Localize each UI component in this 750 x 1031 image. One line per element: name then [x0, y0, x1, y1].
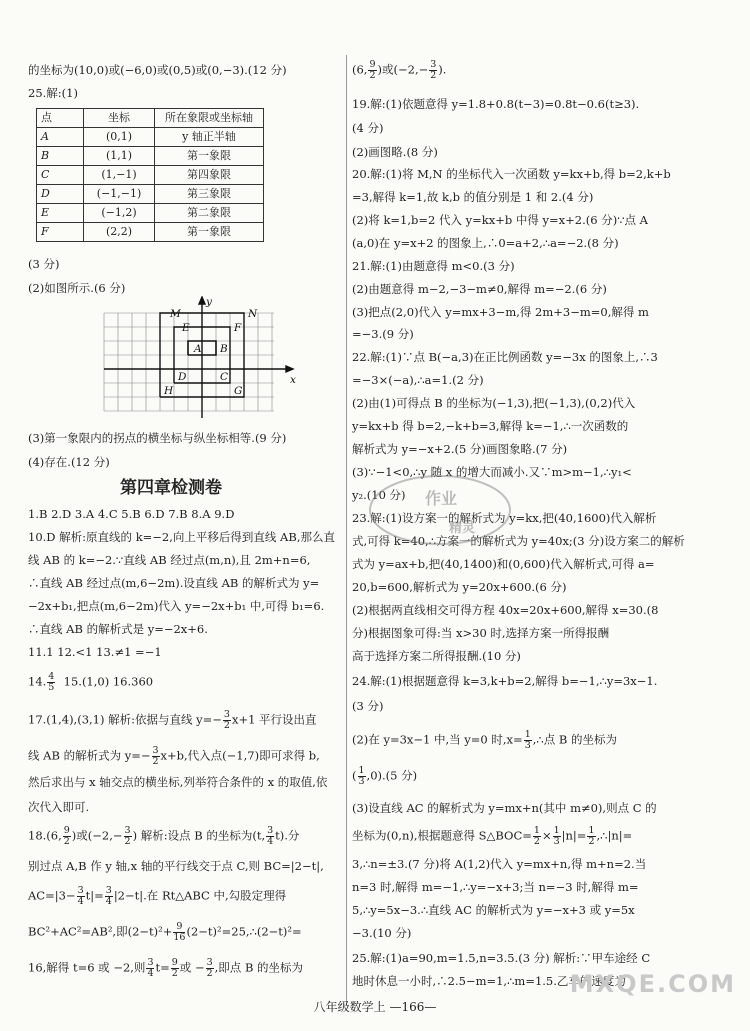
fraction: $\frac{9}{2}$ [369, 59, 376, 81]
text-line: ∴直线 AB 的解析式是 y=−2x+6. [28, 622, 208, 636]
table-cell: C [37, 166, 84, 185]
text-segment: 17.(1,4),(3,1) 解析:依据与直线 y=− [28, 712, 222, 727]
fraction: $\frac{9}{2}$ [171, 957, 178, 979]
text-segment: t|= [85, 888, 104, 903]
table-cell: (1,−1) [84, 166, 155, 185]
text-segment: ). [438, 62, 447, 77]
table-row [37, 185, 264, 204]
text-line [352, 826, 632, 847]
text-line: 3,∴n=±3.(7 分)将 A(1,2)代入 y=mx+n,得 m+n=2.当 [352, 857, 647, 871]
text-segment: )或(−2,− [377, 62, 429, 77]
coordinate-grid-figure [94, 296, 314, 421]
table-cell: F [37, 223, 84, 242]
text-line: ∴直线 AB 经过点(m,6−2m).设直线 AB 的解析式为 y= [28, 576, 320, 590]
fraction: $\frac{1}{3}$ [553, 825, 560, 847]
text-segment: ,∴点 B 的坐标为 [532, 732, 617, 747]
text-segment: ,即点 B 的坐标为 [214, 960, 304, 975]
text-segment: x+1 平行设出直 [231, 712, 317, 727]
text-line: (2)由(1)可得点 B 的坐标为(−1,3),把(−1,3),(0,2)代入 [352, 396, 636, 410]
text-line: (2)将 k=1,b=2 代入 y=kx+b 中得 y=x+2.(6 分)∵点 A [352, 213, 648, 227]
table-cell: 第三象限 [155, 185, 264, 204]
table-header: 坐标 [84, 109, 155, 128]
text-segment: ( [352, 768, 357, 783]
table-row [37, 204, 264, 223]
table-cell: y 轴正半轴 [155, 128, 264, 147]
text-segment: (2−t)²=25,∴(2−t)²= [186, 924, 302, 939]
table-row [37, 147, 264, 166]
text-segment: x+b,代入点(−1,7)即可求得 b, [160, 748, 320, 763]
text-line: 20.解:(1)将 M,N 的坐标代入一次函数 y=kx+b,得 b=2,k+b [352, 167, 671, 181]
text-line: (4)存在.(12 分) [28, 455, 110, 469]
text-line: 22.解:(1)∵点 B(−a,3)在正比例函数 y=−3x 的图象上,∴3 [352, 350, 658, 364]
text-line: 1.B 2.D 3.A 4.C 5.B 6.D 7.B 8.A 9.D [28, 507, 235, 521]
fraction: $\frac{1}{3}$ [358, 765, 365, 787]
table-cell: 第一象限 [155, 147, 264, 166]
text-line [352, 60, 446, 81]
fraction: $\frac{3}{2}$ [206, 957, 213, 979]
point-label: G [234, 385, 243, 397]
text-segment: BC²+AC²=AB²,即(2−t)²+ [28, 924, 173, 939]
text-segment: )或(−2,− [71, 828, 123, 843]
text-line: 次代入即可. [28, 800, 90, 814]
fraction: $\frac{3}{2}$ [124, 825, 131, 847]
text-line: 25.解:(1)a=90,m=1.5,n=3.5.(3 分) 解析:∵甲车途经 C [352, 951, 651, 965]
text-line: 地时休息一小时,∴2.5−m=1,∴m=1.5.乙车的速度为 [352, 974, 626, 988]
text-line [28, 746, 320, 767]
text-line: 19.解:(1)依题意得 y=1.8+0.8(t−3)=0.8t−0.6(t≥3). [352, 97, 640, 111]
text-line: =−3×(−a),∴a=1.(2 分) [352, 373, 484, 387]
text-line: 的坐标为(10,0)或(−6,0)或(0,5)或(0,−3).(12 分) [28, 63, 287, 77]
table-cell: 第四象限 [155, 166, 264, 185]
point-label: H [164, 385, 174, 397]
fraction: $\frac{3}{4}$ [77, 885, 84, 907]
text-line: (2)由题意得 m−2,−3−m≠0,解得 m=−2.(6 分) [352, 282, 607, 296]
text-line: 解析式为 y=−x+2.(5 分)画图象略.(7 分) [352, 442, 568, 456]
table-cell: 第二象限 [155, 204, 264, 223]
q25-label: 25.解:(1) [28, 86, 78, 100]
text-line: −2x+b₁,把点(m,6−2m)代入 y=−2x+b₁ 中,可得 b₁=6. [28, 599, 325, 613]
table-cell: D [37, 185, 84, 204]
text-segment: ,0).(5 分) [366, 768, 418, 783]
text-segment: t).分 [275, 828, 300, 843]
text-segment: 18.(6, [28, 828, 62, 843]
text-line: (3)∵−1<0,∴y 随 x 的增大而减小.又∵m>m−1,∴y₁< [352, 465, 632, 479]
site-watermark: MXQE.COM [569, 970, 736, 998]
table-row [37, 166, 264, 185]
text-line: =−3.(9 分) [352, 327, 414, 341]
text-line: 24.解:(1)根据题意得 k=3,k+b=2,解得 b=−1,∴y=3x−1. [352, 674, 658, 688]
coordinate-table [36, 108, 264, 242]
text-line: 5,∴y=5x−3.∴直线 AC 的解析式为 y=−x+3 或 y=5x [352, 903, 635, 917]
text-line: y=kx+b 得 b=2,−k+b=3,解得 k=−1,∴一次函数的 [352, 419, 629, 433]
text-line [28, 886, 286, 907]
stamp-text: 精灵 [449, 521, 476, 536]
fraction: $\frac{9}{16}$ [173, 921, 186, 943]
fraction: $\frac{3}{2}$ [152, 745, 159, 767]
text-line: 分)根据图象可得:当 x>30 时,选择方案一所得报酬 [352, 626, 610, 640]
text-line: (3)把点(2,0)代入 y=mx+3−m,得 2m+3−m=0,解得 m [352, 305, 649, 319]
fraction: $\frac{3}{2}$ [223, 709, 230, 731]
text-line [28, 826, 299, 847]
text-segment: t= [155, 960, 170, 975]
table-row [37, 223, 264, 242]
fraction: $\frac{1}{2}$ [588, 825, 595, 847]
text-line: (2)如图所示.(6 分) [28, 281, 126, 295]
fraction: $\frac{3}{4}$ [105, 885, 112, 907]
text-line [352, 730, 617, 751]
text-line: (3)第一象限内的拐点的横坐标与纵坐标相等.(9 分) [28, 431, 287, 445]
text-line: 式为 y=ax+b,把(40,1400)和(0,600)代入解析式,可得 a= [352, 557, 655, 571]
text-line: (3)设直线 AC 的解析式为 y=mx+n(其中 m≠0),则点 C 的 [352, 801, 657, 815]
text-line: −3.(10 分) [352, 926, 412, 940]
text-line: 10.D 解析:原直线的 k=−2,向上平移后得到直线 AB,那么直 [28, 530, 335, 544]
table-cell: E [37, 204, 84, 223]
text-segment: |n|= [561, 828, 587, 843]
text-line [28, 710, 317, 731]
text-segment: ) 解析:设点 B 的坐标为(t, [132, 828, 266, 843]
text-line: (3 分) [352, 699, 384, 713]
text-segment: (6, [352, 62, 368, 77]
axis-label-x: x [290, 374, 296, 386]
table-row [37, 128, 264, 147]
chapter-heading: 第四章检测卷 [120, 478, 222, 498]
text-line [28, 672, 153, 693]
fraction: $\frac{1}{2}$ [533, 825, 540, 847]
point-label: B [220, 343, 228, 355]
text-segment: (2)在 y=3x−1 中,当 y=0 时,x= [352, 732, 523, 747]
fraction: $\frac{3}{4}$ [147, 957, 154, 979]
text-line: =3,解得 k=1,故 k,b 的值分别是 1 和 2.(4 分) [352, 190, 594, 204]
point-label: D [178, 371, 187, 383]
text-line: (2)根据两直线相交可得方程 40x=20x+600,解得 x=30.(8 [352, 603, 659, 617]
text-line: (a,0)在 y=x+2 的图象上,∴0=a+2,∴a=−2.(8 分) [352, 236, 619, 250]
table-header-row [37, 109, 264, 128]
text-line: 别过点 A,B 作 y 轴,x 轴的平行线交于点 C,则 BC=|2−t|, [28, 859, 324, 873]
text-segment: 或 − [179, 960, 205, 975]
text-line: (3 分) [28, 257, 60, 271]
table-cell: B [37, 147, 84, 166]
table-header: 所在象限或坐标轴 [155, 109, 264, 128]
stamp-text: 作业 [425, 489, 458, 508]
axis-label-y: y [206, 296, 212, 308]
text-line: 高于选择方案二所得报酬.(10 分) [352, 649, 521, 663]
table-cell: 第一象限 [155, 223, 264, 242]
point-label: N [248, 308, 258, 320]
text-segment: × [541, 828, 552, 843]
point-label: M [170, 308, 181, 320]
stamp-watermark [365, 470, 515, 550]
text-segment: |2−t|.在 Rt△ABC 中,勾股定理得 [113, 888, 287, 903]
fraction: $\frac{9}{2}$ [63, 825, 70, 847]
text-segment: ,∴|n|= [596, 828, 633, 843]
point-label: C [220, 371, 229, 383]
text-line [352, 766, 417, 787]
text-line [28, 958, 303, 979]
text-line: 23.解:(1)设方案一的解析式为 y=kx,把(40,1600)代入解析 [352, 511, 657, 525]
text-line: 然后求出与 x 轴交点的横坐标,列举符合条件的 x 的取值,依 [28, 775, 328, 789]
text-line: n=3 时,解得 m=−1,∴y=−x+3;当 n=−3 时,解得 m= [352, 880, 639, 894]
fraction: $\frac{3}{2}$ [430, 59, 437, 81]
point-label: E [182, 322, 190, 334]
text-line: (4 分) [352, 121, 384, 135]
text-segment: AC=|3− [28, 888, 76, 903]
table-cell: (−1,−1) [84, 185, 155, 204]
text-segment: 线 AB 的解析式为 y=− [28, 748, 151, 763]
table-cell: (2,2) [84, 223, 155, 242]
text-segment: 14. [28, 674, 47, 689]
text-line: 20,b=600,解析式为 y=20x+600.(6 分) [352, 580, 567, 594]
table-cell: (1,1) [84, 147, 155, 166]
text-line: 21.解:(1)由题意得 m<0.(3 分) [352, 259, 515, 273]
text-line [28, 922, 302, 943]
column-divider [346, 55, 347, 1005]
page-footer: 八年级数学上 —166— [313, 1000, 437, 1014]
text-segment: 15.(1,0) 16.360 [63, 674, 154, 689]
text-line: y₂.(10 分) [352, 488, 406, 502]
text-segment: 坐标为(0,n),根据题意得 S△BOC= [352, 828, 532, 843]
fraction: $\frac{1}{3}$ [524, 729, 531, 751]
text-line: 式,可得 k=40,∴方案一的解析式为 y=40x;(3 分)设方案二的解析 [352, 534, 685, 548]
point-label: A [194, 343, 202, 355]
point-label: F [234, 322, 242, 334]
fraction: $\frac{3}{4}$ [267, 825, 274, 847]
table-header: 点 [37, 109, 84, 128]
fraction: $\frac{4}{5}$ [48, 671, 55, 693]
table-cell: (−1,2) [84, 204, 155, 223]
table-cell: (0,1) [84, 128, 155, 147]
text-line: 11.1 12.<1 13.≠1 =−1 [28, 645, 162, 659]
text-segment: 16,解得 t=6 或 −2,则 [28, 960, 146, 975]
text-line: 线 AB 的 k=−2.∵直线 AB 经过点(m,n),且 2m+n=6, [28, 553, 311, 567]
table-cell: A [37, 128, 84, 147]
text-line: (2)画图略.(8 分) [352, 145, 438, 159]
